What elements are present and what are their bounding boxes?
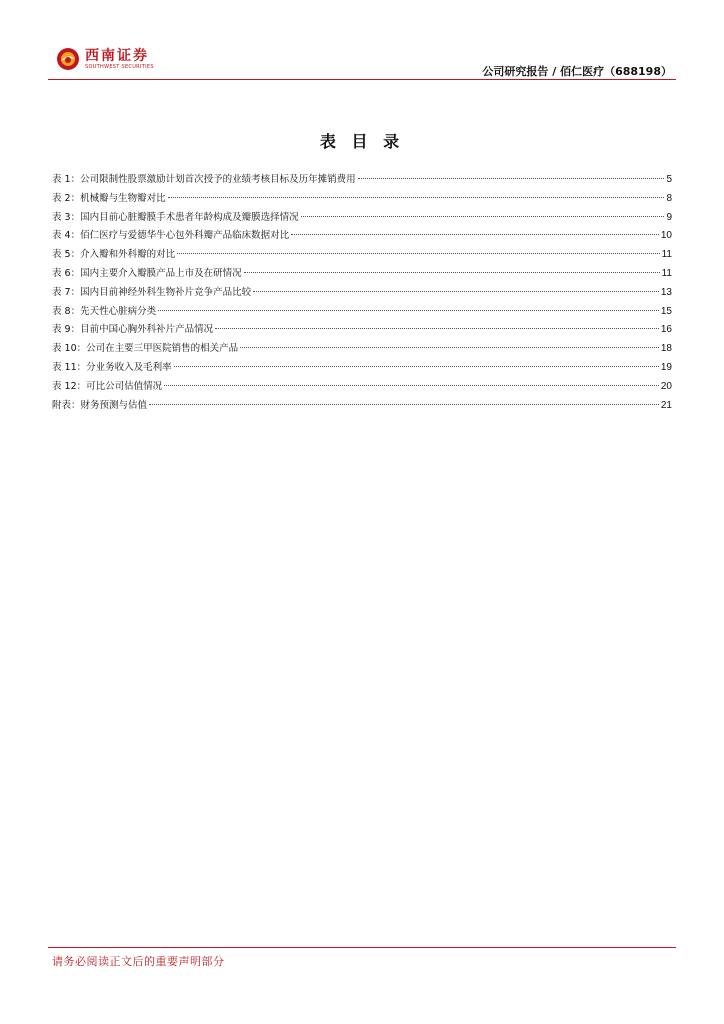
toc-entry-label: 表 3：国内目前心脏瓣膜手术患者年龄构成及瓣膜选择情况: [52, 211, 299, 223]
southwest-securities-logo-icon: [56, 47, 80, 71]
company-logo: [56, 44, 154, 74]
toc-entry[interactable]: [52, 190, 672, 209]
toc-entry-page: 11: [661, 267, 672, 279]
footer-divider: [48, 947, 676, 948]
header-divider: [48, 79, 676, 80]
toc-leader-dots: [168, 197, 665, 198]
toc-leader-dots: [215, 328, 659, 329]
toc-entry-label: 表 10：公司在主要三甲医院销售的相关产品: [52, 343, 239, 355]
toc-leader-dots: [174, 366, 659, 367]
toc-leader-dots: [301, 216, 665, 217]
toc-entry-label: 表 2：机械瓣与生物瓣对比: [52, 192, 166, 204]
toc-leader-dots: [291, 234, 659, 235]
toc-leader-dots: [177, 253, 660, 254]
toc-entry[interactable]: [52, 227, 672, 246]
toc-leader-dots: [244, 272, 660, 273]
toc-entry-page: 11: [661, 249, 672, 261]
logo-english-name: SOUTHWEST SECURITIES: [85, 63, 154, 70]
toc-entry-page: 19: [660, 361, 672, 373]
toc-entry-label: 表 5：介入瓣和外科瓣的对比: [52, 249, 176, 261]
toc-entry-label: 附表：财务预测与估值: [52, 399, 148, 411]
toc-entry[interactable]: [52, 303, 672, 322]
toc-entry-label: 表 7：国内目前神经外科生物补片竞争产品比较: [52, 286, 252, 298]
table-of-tables: [52, 171, 672, 415]
toc-entry-page: 18: [660, 343, 672, 355]
toc-leader-dots: [149, 404, 659, 405]
toc-entry-page: 20: [660, 380, 672, 392]
report-header-title: 公司研究报告 / 佰仁医疗（688198）: [482, 65, 672, 78]
toc-entry[interactable]: [52, 359, 672, 378]
toc-entry[interactable]: [52, 378, 672, 397]
toc-entry-page: 5: [666, 174, 672, 185]
toc-entry-page: 15: [660, 305, 672, 317]
toc-entry-page: 13: [660, 286, 672, 298]
toc-entry-label: 表 8：先天性心脏病分类: [52, 305, 157, 317]
toc-entry[interactable]: [52, 209, 672, 228]
toc-leader-dots: [358, 178, 665, 179]
toc-entry-label: 表 1：公司限制性股票激励计划首次授予的业绩考核目标及历年摊销费用: [52, 174, 356, 185]
toc-entry-label: 表 6：国内主要介入瓣膜产品上市及在研情况: [52, 267, 242, 279]
toc-entry-page: 21: [660, 399, 672, 411]
toc-entry[interactable]: [52, 246, 672, 265]
toc-entry-label: 表 4：佰仁医疗与爱德华牛心包外科瓣产品临床数据对比: [52, 230, 290, 242]
toc-leader-dots: [253, 291, 659, 292]
toc-entry[interactable]: [52, 340, 672, 359]
toc-entry[interactable]: [52, 265, 672, 284]
toc-entry[interactable]: [52, 284, 672, 303]
toc-title: 表 目 录: [319, 132, 405, 151]
toc-entry-label: 表 11：分业务收入及毛利率: [52, 361, 172, 373]
toc-leader-dots: [240, 347, 659, 348]
footer-disclaimer: 请务必阅读正文后的重要声明部分: [52, 955, 225, 968]
toc-entry-page: 10: [660, 230, 672, 242]
toc-leader-dots: [158, 310, 659, 311]
toc-entry-label: 表 12：可比公司估值情况: [52, 380, 163, 392]
toc-entry[interactable]: [52, 397, 672, 416]
toc-entry[interactable]: [52, 171, 672, 190]
toc-entry-page: 8: [666, 192, 672, 204]
logo-chinese-name: 西南证券: [85, 47, 149, 64]
toc-entry[interactable]: [52, 321, 672, 340]
toc-entry-label: 表 9：目前中国心胸外科补片产品情况: [52, 324, 214, 336]
toc-entry-page: 16: [660, 324, 672, 336]
toc-entry-page: 9: [666, 211, 672, 223]
toc-leader-dots: [164, 385, 659, 386]
